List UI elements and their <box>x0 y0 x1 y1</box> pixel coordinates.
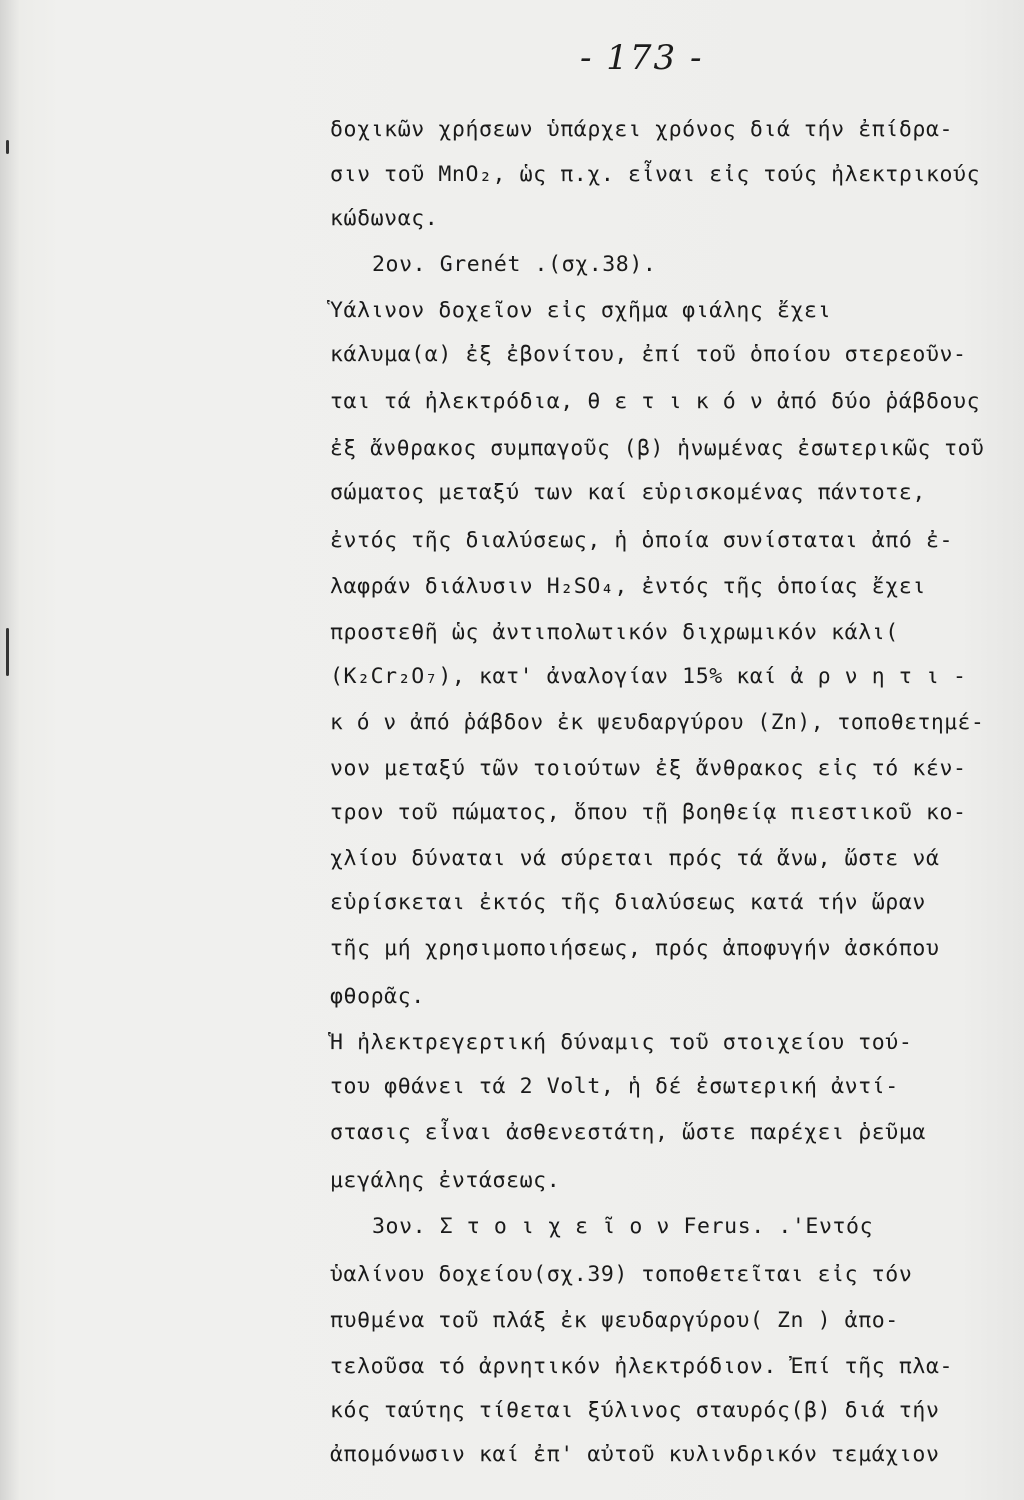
text-line: ἐξ ἄνθρακος συμπαγοῦς (β) ἡνωμένας ἐσωτερικῶς τοῦ <box>330 436 985 461</box>
text-line: στασις εἶναι ἀσθενεστάτη, ὥστε παρέχει ῥεῦμα <box>330 1120 926 1145</box>
text-line: 3ον. Σ τ ο ι χ ε ῖ ο ν Ferus. .'Εντός <box>372 1214 874 1239</box>
text-line: (K₂Cr₂O₇), κατ' ἀναλογίαν 15% καί ἀ ρ ν η τ ι - <box>330 664 967 689</box>
text-line: κός ταύτης τίθεται ξύλινος σταυρός(β) διά τήν <box>330 1398 940 1423</box>
text-line: εὑρίσκεται ἐκτός τῆς διαλύσεως κατά τήν ὥραν <box>330 890 926 915</box>
text-line: 2ον. Grenét .(σχ.38). <box>372 252 657 277</box>
text-line: σώματος μεταξύ των καί εὑρισκομένας πάντοτε, <box>330 480 926 505</box>
text-line: τρον τοῦ πώματος, ὅπου τῇ βοηθείᾳ πιεστικοῦ κο- <box>330 800 967 825</box>
text-line: δοχικῶν χρήσεων ὑπάρχει χρόνος διά τήν ἐπίδρα- <box>330 117 954 142</box>
text-line: ὑαλίνου δοχείου(σχ.39) τοποθετεῖται εἰς τόν <box>330 1262 913 1287</box>
text-line: κάλυμα(α) ἐξ ἐβονίτου, ἐπί τοῦ ὁποίου στερεοῦν- <box>330 342 967 367</box>
text-line: κ ό ν ἀπό ῥάβδον ἐκ ψευδαργύρου (Zn), τοποθετημέ- <box>330 710 985 735</box>
text-line: του φθάνει τά 2 Volt, ἡ δέ ἐσωτερική ἀντί- <box>330 1074 899 1099</box>
text-line: τῆς μή χρησιμοποιήσεως, πρός ἀποφυγήν ἀσκόπου <box>330 936 940 961</box>
text-line: τελοῦσα τό ἀρνητικόν ἠλεκτρόδιον. Ἐπί τῆς πλα- <box>330 1354 954 1379</box>
text-line: ται τά ἠλεκτρόδια, θ ε τ ι κ ό ν ἀπό δύο ῥάβδους <box>330 389 981 414</box>
text-line: χλίου δύναται νά σύρεται πρός τά ἄνω, ὥστε νά <box>330 846 940 871</box>
text-line: ἐντός τῆς διαλύσεως, ἡ ὁποία συνίσταται ἀπό ἐ- <box>330 528 954 553</box>
text-line: μεγάλης ἐντάσεως. <box>330 1168 561 1193</box>
text-line: φθορᾶς. <box>330 984 425 1009</box>
text-line: Ἡ ἠλεκτρεγερτική δύναμις τοῦ στοιχείου τού- <box>330 1030 913 1055</box>
page-number: - 173 - <box>580 38 704 78</box>
text-line: προστεθῆ ὡς ἀντιπολωτικόν διχρωμικόν κάλι( <box>330 620 899 645</box>
text-line: κώδωνας. <box>330 206 439 231</box>
text-line: πυθμένα τοῦ πλάξ ἐκ ψευδαργύρου( Zn ) ἀπο- <box>330 1308 899 1333</box>
text-line: ἀπομόνωσιν καί ἐπ' αὐτοῦ κυλινδρικόν τεμάχιον <box>330 1442 940 1467</box>
text-line: Ὑάλινον δοχεῖον εἰς σχῆμα φιάλης ἔχει <box>330 298 832 323</box>
text-line: σιν τοῦ MnO₂, ὡς π.χ. εἶναι εἰς τούς ἠλεκτρικούς <box>330 162 981 187</box>
text-line: νον μεταξύ τῶν τοιούτων ἐξ ἄνθρακος εἰς τό κέν- <box>330 756 967 781</box>
text-line: λαφράν διάλυσιν H₂SO₄, ἐντός τῆς ὁποίας ἔχει <box>330 574 926 599</box>
